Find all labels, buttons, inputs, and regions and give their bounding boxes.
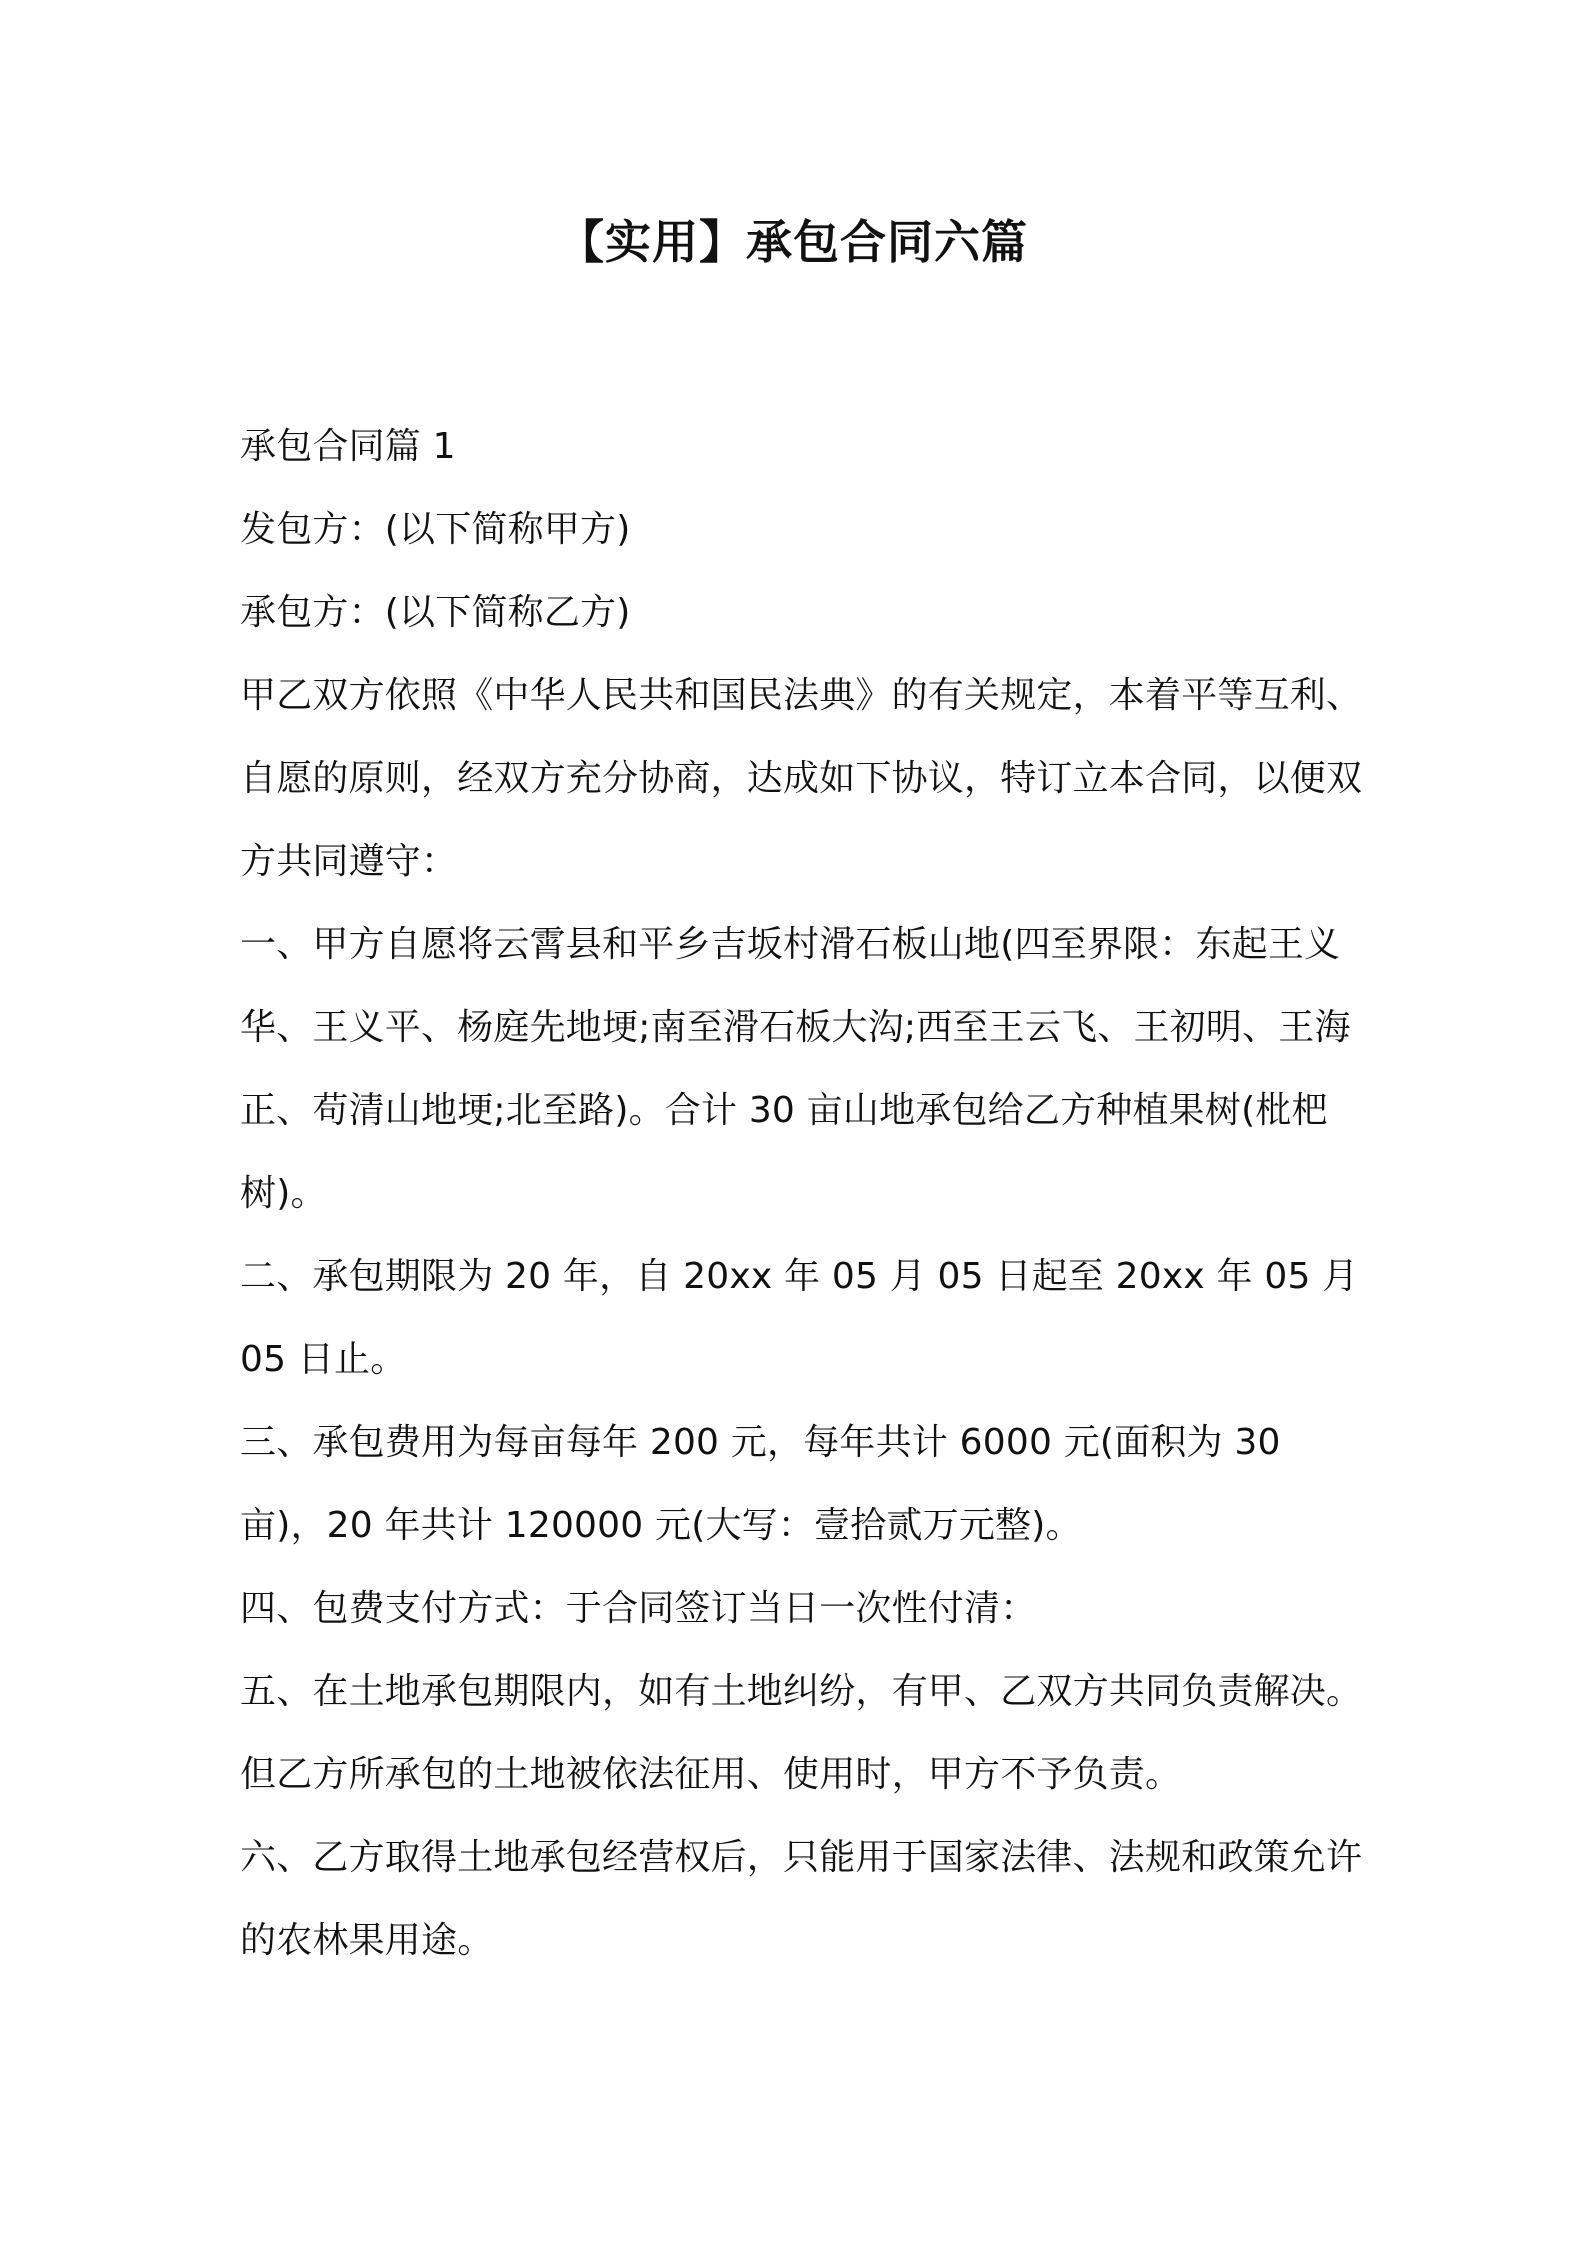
party-b-line: 承包方：(以下简称乙方) <box>240 592 631 633</box>
preamble-paragraph: 甲乙双方依照《中华人民共和国民法典》的有关规定，本着平等互利、自愿的原则，经双方充分协商，达成如下协议，特订立本合同，以便双方共同遵守： <box>240 675 1363 882</box>
clause-3: 三、承包费用为每亩每年 200 元，每年共计 6000 元(面积为 30 亩)，20 年共计 120000 元(大写：壹拾贰万元整)。 <box>240 1422 1281 1546</box>
document-title: 【实用】承包合同六篇 <box>558 215 1028 269</box>
party-a-line: 发包方：(以下简称甲方) <box>240 509 631 550</box>
section-heading: 承包合同篇 1 <box>240 426 456 467</box>
clause-6: 六、乙方取得土地承包经营权后，只能用于国家法律、法规和政策允许的农林果用途。 <box>240 1837 1363 1961</box>
clause-1: 一、甲方自愿将云霄县和平乡吉坂村滑石板山地(四至界限：东起王义华、王义平、杨庭先地埂;南至滑石板大沟;西至王云飞、王初明、王海正、苟清山地埂;北至路)。合计 30 亩山地承包给乙方种植果树(枇杷树)。 <box>240 924 1351 1214</box>
document-body <box>240 405 1365 1982</box>
clause-5: 五、在土地承包期限内，如有土地纠纷，有甲、乙双方共同负责解决。但乙方所承包的土地被依法征用、使用时，甲方不予负责。 <box>240 1671 1363 1795</box>
clause-2: 二、承包期限为 20 年，自 20xx 年 05 月 05 日起至 20xx 年 05 月 05 日止。 <box>240 1256 1359 1380</box>
clause-4: 四、包费支付方式：于合同签订当日一次性付清： <box>240 1588 1037 1629</box>
